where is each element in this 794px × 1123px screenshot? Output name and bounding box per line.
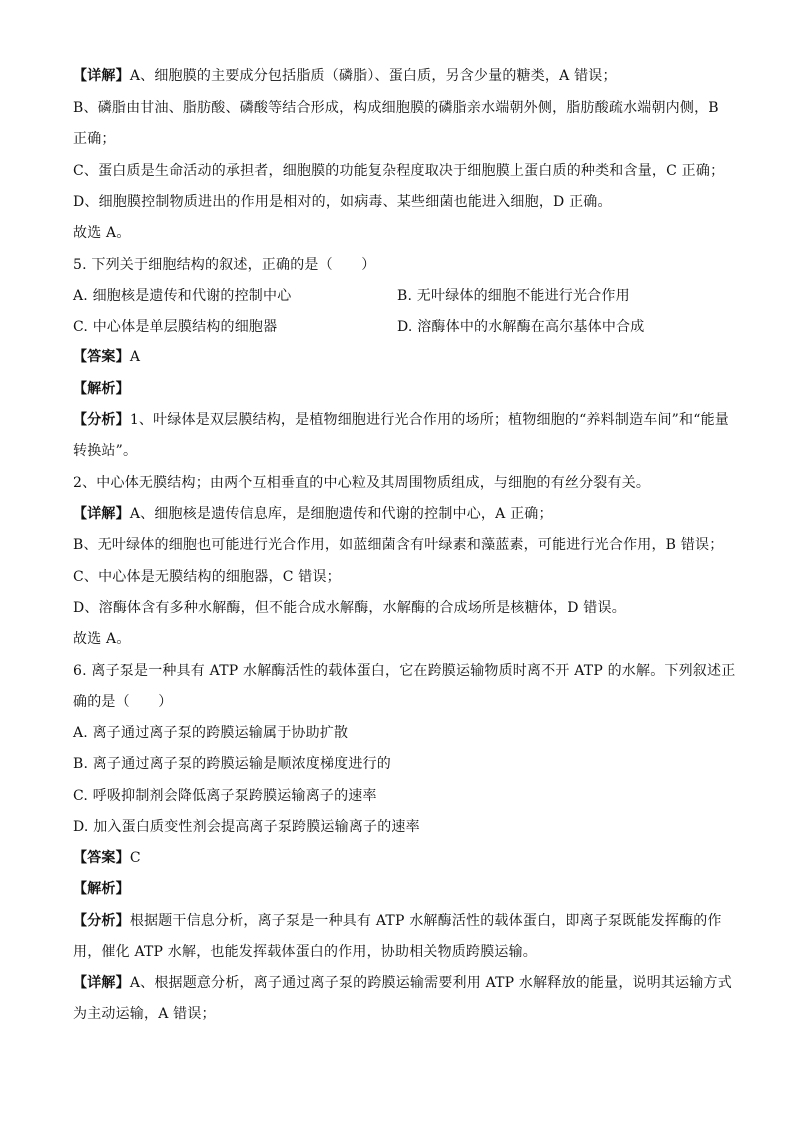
line-text: 正确； bbox=[73, 131, 116, 147]
text-line bbox=[73, 98, 723, 118]
line-text: C. 中心体是单层膜结构的细胞器 bbox=[73, 319, 278, 335]
text-line bbox=[73, 535, 723, 555]
line-text: 故选 A。 bbox=[73, 631, 131, 647]
option-c bbox=[73, 317, 373, 337]
line-text: B、磷脂由甘油、脂肪酸、磷酸等结合形成，构成细胞膜的磷脂亲水端朝外侧，脂肪酸疏水端朝内侧，B bbox=[73, 100, 719, 116]
section-tag: 【分析】 bbox=[73, 913, 130, 929]
text-line bbox=[73, 410, 729, 430]
text-line bbox=[73, 473, 723, 493]
text-line bbox=[73, 567, 723, 587]
section-tag: 【详解】 bbox=[73, 506, 130, 522]
line-text: 用，催化 ATP 水解，也能发挥载体蛋白的作用，协助相关物质跨膜运输。 bbox=[73, 944, 538, 960]
line-text: 确的是（ ） bbox=[73, 694, 173, 710]
option-a bbox=[73, 723, 723, 743]
line-text: 6. 离子泵是一种具有 ATP 水解酶活性的载体蛋白，它在跨膜运输物质时离不开 ATP 的水解。下列叙述正 bbox=[73, 663, 736, 679]
line-text: 5. 下列关于细胞结构的叙述，正确的是（ ） bbox=[73, 257, 376, 273]
line-text: A. 细胞核是遗传和代谢的控制中心 bbox=[73, 288, 292, 304]
option-b bbox=[397, 286, 717, 306]
option-d bbox=[397, 317, 717, 337]
section-tag: 【详解】 bbox=[73, 68, 130, 84]
line-text: A、细胞核是遗传信息库，是细胞遗传和代谢的控制中心，A 正确； bbox=[129, 506, 553, 522]
analysis-heading bbox=[73, 379, 723, 399]
text-line bbox=[73, 1004, 723, 1024]
line-text: B、无叶绿体的细胞也可能进行光合作用，如蓝细菌含有叶绿素和藻蓝素，可能进行光合作用，B 错误； bbox=[73, 537, 724, 553]
text-line bbox=[73, 942, 723, 962]
text-line bbox=[73, 223, 723, 243]
option-a bbox=[73, 286, 373, 306]
line-text: 故选 A。 bbox=[73, 225, 131, 241]
section-tag: 【解析】 bbox=[73, 881, 130, 897]
line-text: C bbox=[129, 850, 141, 866]
text-line bbox=[73, 692, 723, 712]
section-tag: 【详解】 bbox=[73, 975, 130, 991]
answer-line bbox=[73, 347, 723, 367]
line-text: B. 无叶绿体的细胞不能进行光合作用 bbox=[397, 288, 630, 304]
question-stem bbox=[73, 255, 723, 275]
text-line bbox=[73, 161, 723, 181]
section-tag: 【解析】 bbox=[73, 381, 130, 397]
line-text: C、蛋白质是生命活动的承担者，细胞膜的功能复杂程度取决于细胞膜上蛋白质的种类和含量，C 正确； bbox=[73, 163, 725, 179]
text-line bbox=[73, 598, 723, 618]
line-text: A、细胞膜的主要成分包括脂质（磷脂）、蛋白质，另含少量的糖类，A 错误； bbox=[129, 68, 617, 84]
line-text: 根据题干信息分析，离子泵是一种具有 ATP 水解酶活性的载体蛋白，即离子泵既能发挥酶的作 bbox=[129, 913, 722, 929]
line-text: 2、中心体无膜结构；由两个互相垂直的中心粒及其周围物质组成，与细胞的有丝分裂有关。 bbox=[73, 475, 651, 491]
section-tag: 【答案】 bbox=[73, 349, 130, 365]
text-line bbox=[73, 629, 723, 649]
section-tag: 【答案】 bbox=[73, 850, 130, 866]
analysis-heading bbox=[73, 879, 723, 899]
option-d bbox=[73, 817, 723, 837]
line-text: C. 呼吸抑制剂会降低离子泵跨膜运输离子的速率 bbox=[73, 788, 377, 804]
answer-line bbox=[73, 848, 723, 868]
line-text: A bbox=[129, 349, 141, 365]
question-stem bbox=[73, 661, 736, 681]
text-line bbox=[73, 973, 732, 993]
line-text: D、细胞膜控制物质进出的作用是相对的，如病毒、某些细菌也能进入细胞，D 正确。 bbox=[73, 194, 612, 210]
line-text: 1、叶绿体是双层膜结构，是植物细胞进行光合作用的场所；植物细胞的“养料制造车间”和“能量 bbox=[129, 412, 729, 428]
text-line bbox=[73, 192, 723, 212]
line-text: C、中心体是无膜结构的细胞器，C 错误； bbox=[73, 569, 341, 585]
line-text: D. 溶酶体中的水解酶在高尔基体中合成 bbox=[397, 319, 645, 335]
option-b bbox=[73, 754, 723, 774]
line-text: 转换站”。 bbox=[73, 443, 138, 459]
text-line bbox=[73, 911, 723, 931]
line-text: D、溶酶体含有多种水解酶，但不能合成水解酶，水解酶的合成场所是核糖体，D 错误。 bbox=[73, 600, 626, 616]
text-line bbox=[73, 441, 723, 461]
text-line bbox=[73, 129, 723, 149]
line-text: A、根据题意分析，离子通过离子泵的跨膜运输需要利用 ATP 水解释放的能量，说明其运输方式 bbox=[129, 975, 732, 991]
text-line bbox=[73, 66, 723, 86]
line-text: A. 离子通过离子泵的跨膜运输属于协助扩散 bbox=[73, 725, 349, 741]
line-text: D. 加入蛋白质变性剂会提高离子泵跨膜运输离子的速率 bbox=[73, 819, 420, 835]
section-tag: 【分析】 bbox=[73, 412, 130, 428]
text-line bbox=[73, 504, 723, 524]
line-text: B. 离子通过离子泵的跨膜运输是顺浓度梯度进行的 bbox=[73, 756, 391, 772]
option-c bbox=[73, 786, 723, 806]
line-text: 为主动运输，A 错误； bbox=[73, 1006, 216, 1022]
